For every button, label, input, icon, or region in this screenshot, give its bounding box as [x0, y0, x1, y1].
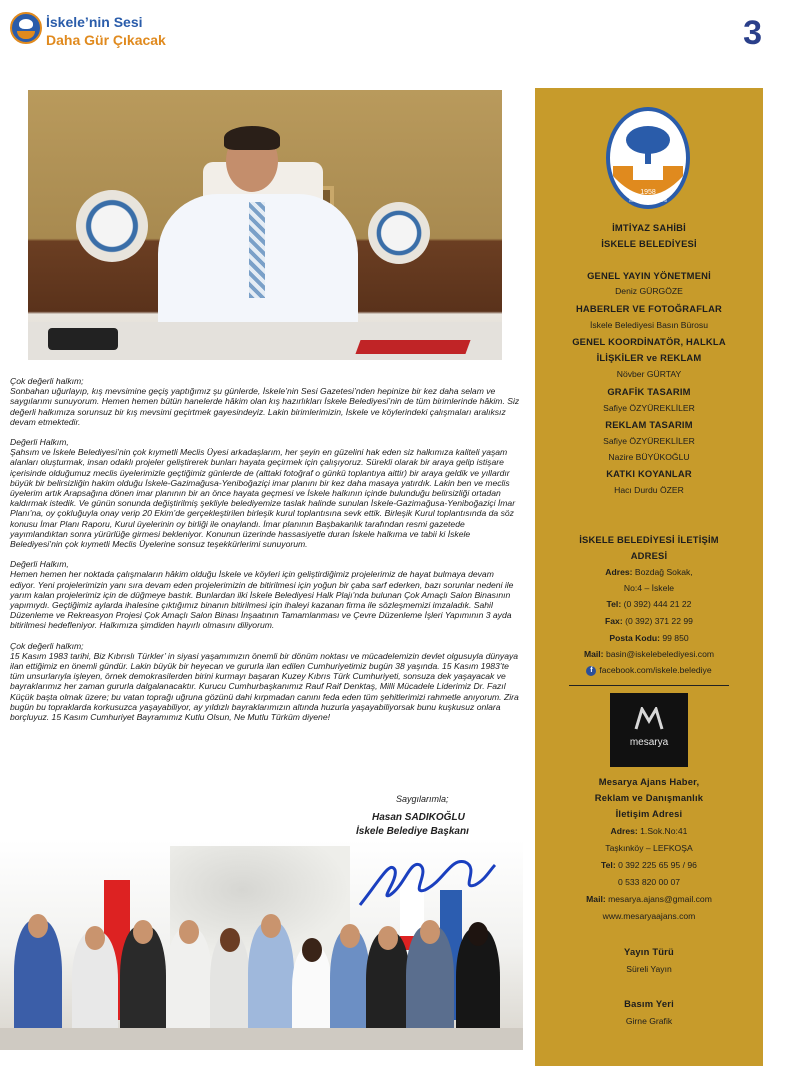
person-head	[133, 920, 153, 944]
article-body	[10, 376, 520, 732]
masthead-line: KATKI KOYANLAR	[606, 468, 692, 479]
masthead-line: GENEL YAYIN YÖNETMENİ	[587, 270, 711, 281]
agency-address-label: Adres:	[610, 826, 638, 836]
mesarya-m-icon	[634, 707, 664, 731]
print-label: Basım Yeri	[624, 998, 674, 1009]
print-value: Girne Grafik	[625, 1016, 673, 1026]
person-head	[85, 926, 105, 950]
meeting-table	[0, 1028, 523, 1050]
masthead-line: GRAFİK TASARIM	[607, 386, 691, 397]
masthead-line: HABERLER VE FOTOĞRAFLAR	[575, 303, 723, 314]
masthead-line: Safiye ÖZYÜREKLİLER	[603, 403, 695, 413]
agency-mail-link[interactable]: mesarya.ajans@gmail.com	[608, 894, 712, 904]
pub-type-label: Yayın Türü	[624, 946, 674, 957]
signature-icon	[350, 850, 500, 910]
masthead-line: Növber GÜRTAY	[616, 369, 682, 379]
masthead-line: Hacı Durdu ÖZER	[614, 485, 684, 495]
tie	[249, 202, 265, 298]
masthead-sidebar	[535, 88, 763, 1066]
agency-tel-label: Tel:	[601, 860, 616, 870]
masthead-line: İSKELE BELEDİYESİ	[601, 238, 697, 249]
article-paragraph: Çok değerli halkım; Sonbahan uğurlayıp, kış mevsimine geçiş yaptığımız şu günlerde, İskele’nin Sesi Gazetesi’nden hepinize bir kez daha selam ve saygılarımı sunuyorum. Hemen hemen bütün hanelerde hâkim olan kış hazırlıkları İskele Belediyesi’nin de tüm birimlerinde hâkim. Siz değerli halkımıza sorunsuz bir kış mevsimi geçirtmek gayesindeyiz. Lakin birimlerimizin, İskele ve köylerindeki çalışmaları aralıksız devam etmektedir.	[10, 376, 520, 427]
red-folder	[355, 340, 470, 354]
masthead-line: Deniz GÜRGÖZE	[615, 286, 683, 296]
facebook-link[interactable]: facebook.com/iskele.belediye	[599, 665, 712, 675]
fax-label: Fax:	[605, 616, 623, 626]
tel-label: Tel:	[606, 599, 622, 609]
mayor-hair	[224, 126, 280, 150]
masthead-line: İLİŞKİLER ve REKLAM	[596, 352, 702, 363]
mail-label: Mail:	[583, 649, 604, 659]
address-label: Adres:	[605, 567, 633, 577]
fax-value: (0 392) 371 22 99	[625, 616, 693, 626]
municipality-logo-icon	[605, 106, 691, 210]
person-head	[420, 920, 440, 944]
logo-year: 1958	[640, 189, 656, 196]
header-title-line1: İskele’nin Sesi	[46, 14, 143, 30]
contact-title: ADRESİ	[630, 550, 668, 561]
facebook-icon: f	[586, 666, 596, 676]
decorative-plate	[76, 190, 148, 262]
agency-web-link[interactable]: www.mesaryaajans.com	[602, 911, 696, 921]
mesarya-logo-text: mesarya	[629, 737, 669, 748]
tel-value: (0 392) 444 21 22	[623, 599, 692, 609]
logo-text: İSKELE BELEDİYESİ	[628, 198, 668, 203]
address-value: Bozdağ Sokak,	[634, 567, 693, 577]
address-line2: No:4 – İskele	[623, 583, 675, 593]
mesarya-logo	[610, 693, 688, 767]
decorative-plate	[368, 202, 430, 264]
masthead-line: İskele Belediyesi Basın Bürosu	[590, 320, 708, 330]
person-head	[302, 938, 322, 962]
agency-mail-label: Mail:	[586, 894, 606, 904]
person-head	[261, 914, 281, 938]
mail-link[interactable]: basin@iskelebelediyesi.com	[605, 649, 715, 659]
postal-label: Posta Kodu:	[609, 633, 660, 643]
header-title-line2: Daha Gür Çıkacak	[46, 32, 166, 48]
desk-phone	[48, 328, 118, 350]
mayor-office-photo	[28, 90, 502, 360]
person-head	[378, 926, 398, 950]
agency-tel2: 0 533 820 00 07	[617, 877, 681, 887]
article-paragraph: Çok değerli halkım; 15 Kasım 1983 tarihi, Biz Kıbrıslı Türkler’ in siyasi yaşamımızın önemli bir dönüm noktası ve mücadelemizin devlet olgusuyla dünyaya ilan ettiğimiz en önemli gündür. Lakin büyük bir heyecan ve gururla ilan edilen Cumhuriyetimiz bugün 38 yaşında. 15 Kasım 1983’te tüm unsurlarıyla işleyen, örnek demokrasilerden birini kurmayı başaran Kuzey Kıbrıs Türk Cumhuriyeti, sonsuza dek yaşayacak ve bayraklarımız her zaman gururla dalgalanacaktır. Kurucu Cumhurbaşkanımız Rauf Raif Denktaş, Milli Mücadele Liderimiz Dr. Fazıl Küçük başta olmak üzere; bu vatan toprağı uğruna gözünü dahi kırpmadan canını feda eden tüm şehitlerimizi rahmetle anıyorum. Zira bugün bu topraklarda korkusuzca yaşayabiliyor, ay yıldızlı bayraklarımızın altında huzurla yaşayabiliyorsak bunu kuşkusuz onlara borçluyuz. 15 Kasım Cumhuriyet Bayramımız Kutlu Olsun, Ne Mutlu Türküm diyene!	[10, 640, 519, 723]
masthead-line: GENEL KOORDİNATÖR, HALKLA	[572, 336, 726, 347]
council-group-photo	[0, 840, 523, 1050]
agency-title: İletişim Adresi	[615, 808, 683, 819]
masthead-line: Nazire BÜYÜKOĞLU	[608, 452, 690, 462]
signer-title: İskele Belediye Başkanı	[356, 826, 469, 837]
agency-address-line2: Taşkınköy – LEFKOŞA	[605, 843, 693, 853]
contact-title: İSKELE BELEDİYESİ İLETİŞİM	[579, 534, 719, 545]
person-head	[468, 922, 488, 946]
closing-text: Saygılarımla;	[396, 794, 449, 804]
agency-address-value: 1.Sok.No:41	[640, 826, 688, 836]
agency-title: Reklam ve Danışmanlık	[594, 792, 704, 803]
iskele-logo-icon	[10, 12, 42, 44]
pub-type-value: Süreli Yayın	[626, 964, 672, 974]
article-paragraph: Değerli Halkım, Şahsım ve İskele Belediyesi’nin çok kıymetli Meclis Üyesi arkadaşlarım, her şeyin en güzelini hak eden siz halkımıza kaliteli yaşam alanları oluşturmak, insan odaklı projeler geliştirerek bunları hayata geçirmek için çalışıyoruz. Sürekli olarak bir araya gelip istişare içerisinde olduğumuz meclis üyelerimizle geçtiğimiz günlerde de (alttaki fotoğraf o günkü toplantıya aittir) bir araya geldik ve yıllardır büyük bir belirsizliğin hakim olduğu İskele-Gazimağusa-Yeniboğaziçi imar planını bir kez daha masaya yatırdık. Lakin ben ve meclis üyelerim artık Arapsağına dönen imar planının bir an önce hayata geçmesi ve İskele halkının içinde bulunduğu belirsizliği ortadan kaldırmak istedik. Ve günün sonunda değiştirilmiş şekliyle belediyemize taslak halinde sunulan İskele-Gazimağusa-Yeniboğaziçi İmar Planı’na, oy çokluğuyla onay verip 20 Ekim’de gerçekleştirilen birleşik kurul toplantısına sevk ettik. Birleşik Kurul toplantısında da söz konusu İmar Planı Raporu, Kurul üyelerinin oy birliği ile onaylandı. İmar planının Başbakanlık tarafından resmi gazetede yayımlandıktan sonra yürürlüğe girmesi bekleniyor. Konunun üzerinde hassasiyetle duran İskele halkıma ve tabii ki İskele Belediyesi’nin çok kıymetli Meclis Üyelerine sonsuz teşekkürlerimi sunuyorum.	[10, 437, 516, 550]
page-number: 3	[743, 14, 762, 52]
person-head	[28, 914, 48, 938]
signer-name: Hasan SADIKOĞLU	[372, 812, 465, 823]
masthead-line: Safiye ÖZYÜREKLİLER	[603, 436, 695, 446]
article-paragraph: Değerli Halkım, Hemen hemen her noktada çalışmaların hâkim olduğu İskele ve köyleri için geliştirdiğimiz projelerimiz de hayat bulmaya devam ediyor. Yeni projelerimizin yanı sıra devam eden projelerimizin de bitirilmesi için yoğun bir çaba sarf ederken, bazı sorunlar nedeni ile yarım kalan projelerimiz için de düğmeye bastık. Bunlardan ilki İskele Belediyesi Halk Plajı’nda bulunan Çok Amaçlı Salon Binasının yapımıydı. Geçtiğimiz aylarda ihalesine çıktığımız binanın bitirilmesi için ihaleyi kazanan firma ile sözleşmemizi imzaladık. Sahil Düzenleme ve Rekreasyon Projesi Çok Amaçlı Salon Binası İnşaatının Tamamlanması ve Çevre Düzenleme İşleri Yapımının 3 ayda bitirilmesi hedefleniyor. Halkımıza şimdiden hayırlı olmasını diliyorum.	[10, 559, 514, 631]
divider	[569, 685, 729, 686]
agency-title: Mesarya Ajans Haber,	[598, 776, 700, 787]
postal-value: 99 850	[662, 633, 689, 643]
person-head	[179, 920, 199, 944]
person-head	[220, 928, 240, 952]
agency-tel-value: 0 392 225 65 95 / 96	[618, 860, 697, 870]
masthead-line: İMTİYAZ SAHİBİ	[612, 222, 686, 233]
masthead-line: REKLAM TASARIM	[605, 419, 693, 430]
person-head	[340, 924, 360, 948]
